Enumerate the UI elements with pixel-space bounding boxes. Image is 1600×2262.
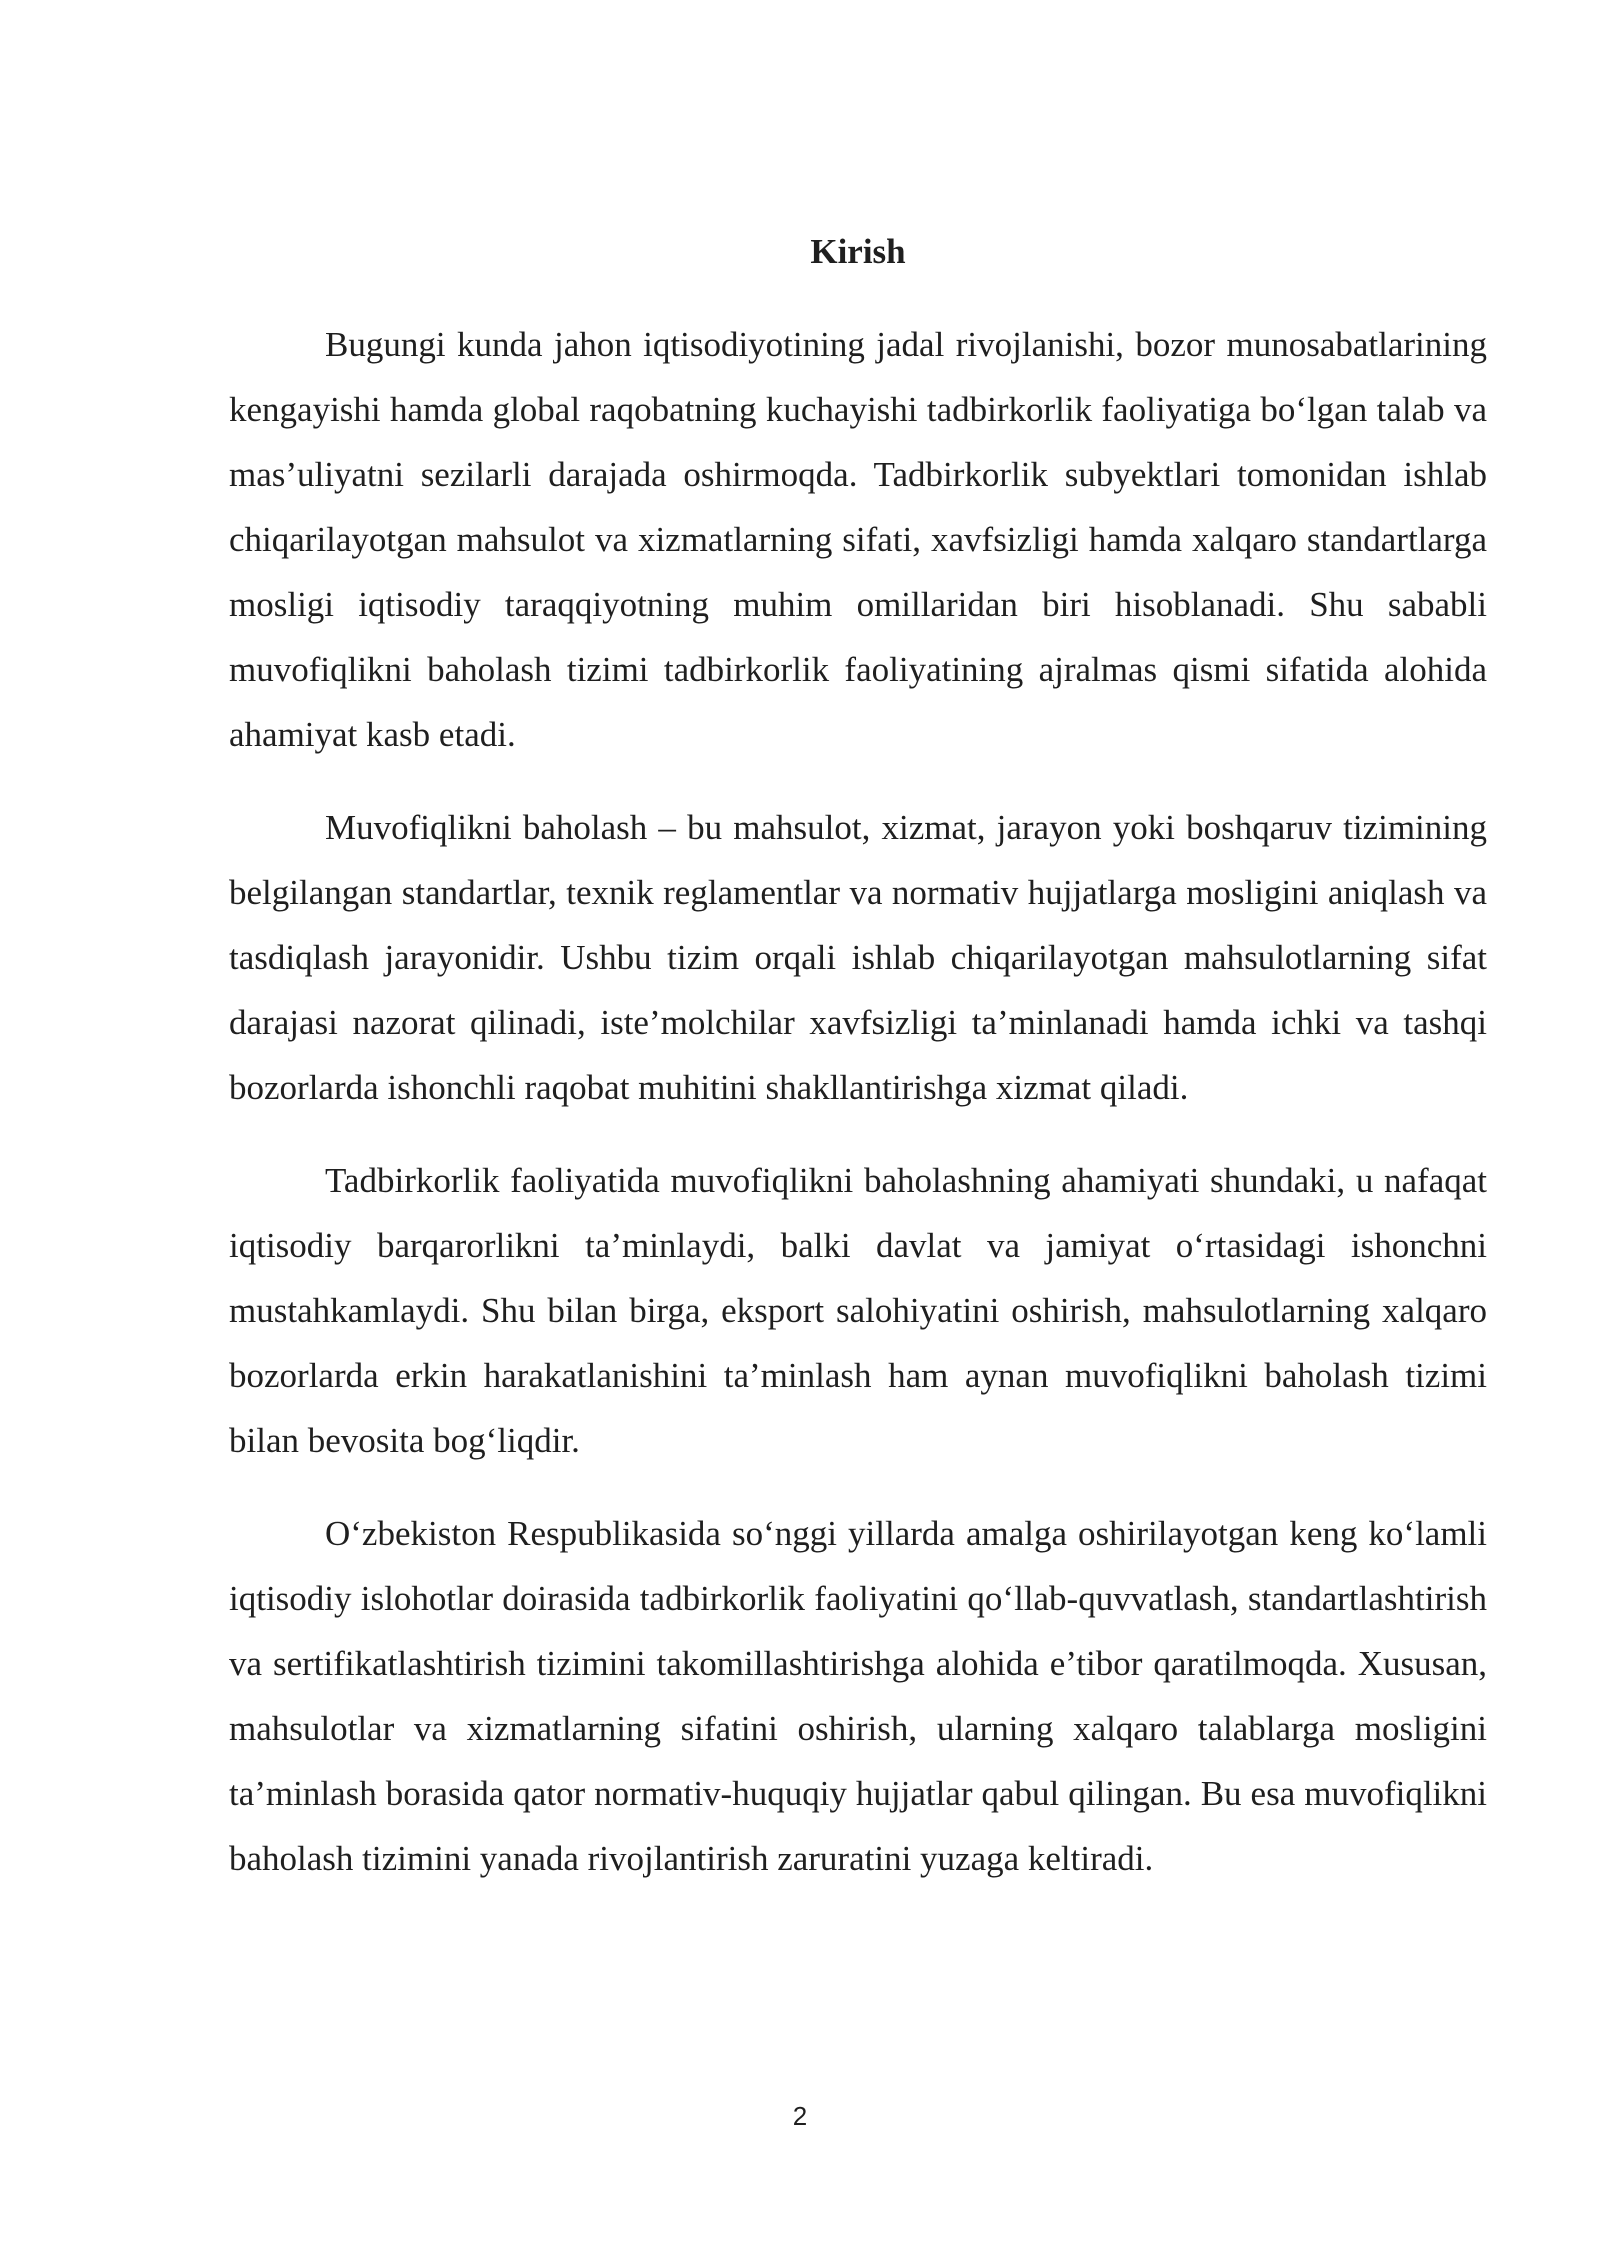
- paragraph-4: O‘zbekiston Respublikasida so‘nggi yillarda amalga oshirilayotgan keng ko‘lamli iqtisodiy islohotlar doirasida tadbirkorlik faoliyatini qo‘llab-quvvatlash, standartlashtirish va sertifikatlashtirish tizimini takomillashtirishga alohida e’tibor qaratilmoqda. Xususan, mahsulotlar va xizmatlarning sifatini oshirish, ularning xalqaro talablarga mosligini ta’minlash borasida qator normativ-huquqiy hujjatlar qabul qilingan. Bu esa muvofiqlikni baholash tizimini yanada rivojlantirish zaruratini yuzaga keltiradi.: [229, 1514, 1487, 1878]
- paragraph-3: Tadbirkorlik faoliyatida muvofiqlikni baholashning ahamiyati shundaki, u nafaqat iqtisodiy barqarorlikni ta’minlaydi, balki davlat va jamiyat o‘rtasidagi ishonchni mustahkamlaydi. Shu bilan birga, eksport salohiyatini oshirish, mahsulotlarning xalqaro bozorlarda erkin harakatlanishini ta’minlash ham aynan muvofiqlikni baholash tizimi bilan bevosita bog‘liqdir.: [229, 1161, 1487, 1460]
- paragraph-2: Muvofiqlikni baholash – bu mahsulot, xizmat, jarayon yoki boshqaruv tizimining belgilangan standartlar, texnik reglamentlar va normativ hujjatlarga mosligini aniqlash va tasdiqlash jarayonidir. Ushbu tizim orqali ishlab chiqarilayotgan mahsulotlarning sifat darajasi nazorat qilinadi, iste’molchilar xavfsizligi ta’minlanadi hamda ichki va tashqi bozorlarda ishonchli raqobat muhitini shakllantirishga xizmat qiladi.: [229, 808, 1487, 1107]
- page-title: Kirish: [810, 232, 906, 271]
- document-body: [229, 222, 1487, 1919]
- page-number: 2: [792, 2101, 808, 2131]
- paragraph-1: Bugungi kunda jahon iqtisodiyotining jadal rivojlanishi, bozor munosabatlarining kengayishi hamda global raqobatning kuchayishi tadbirkorlik faoliyatiga bo‘lgan talab va mas’uliyatni sezilarli darajada oshirmoqda. Tadbirkorlik subyektlari tomonidan ishlab chiqarilayotgan mahsulot va xizmatlarning sifati, xavfsizligi hamda xalqaro standartlarga mosligi iqtisodiy taraqqiyotning muhim omillaridan biri hisoblanadi. Shu sababli muvofiqlikni baholash tizimi tadbirkorlik faoliyatining ajralmas qismi sifatida alohida ahamiyat kasb etadi.: [229, 325, 1487, 754]
